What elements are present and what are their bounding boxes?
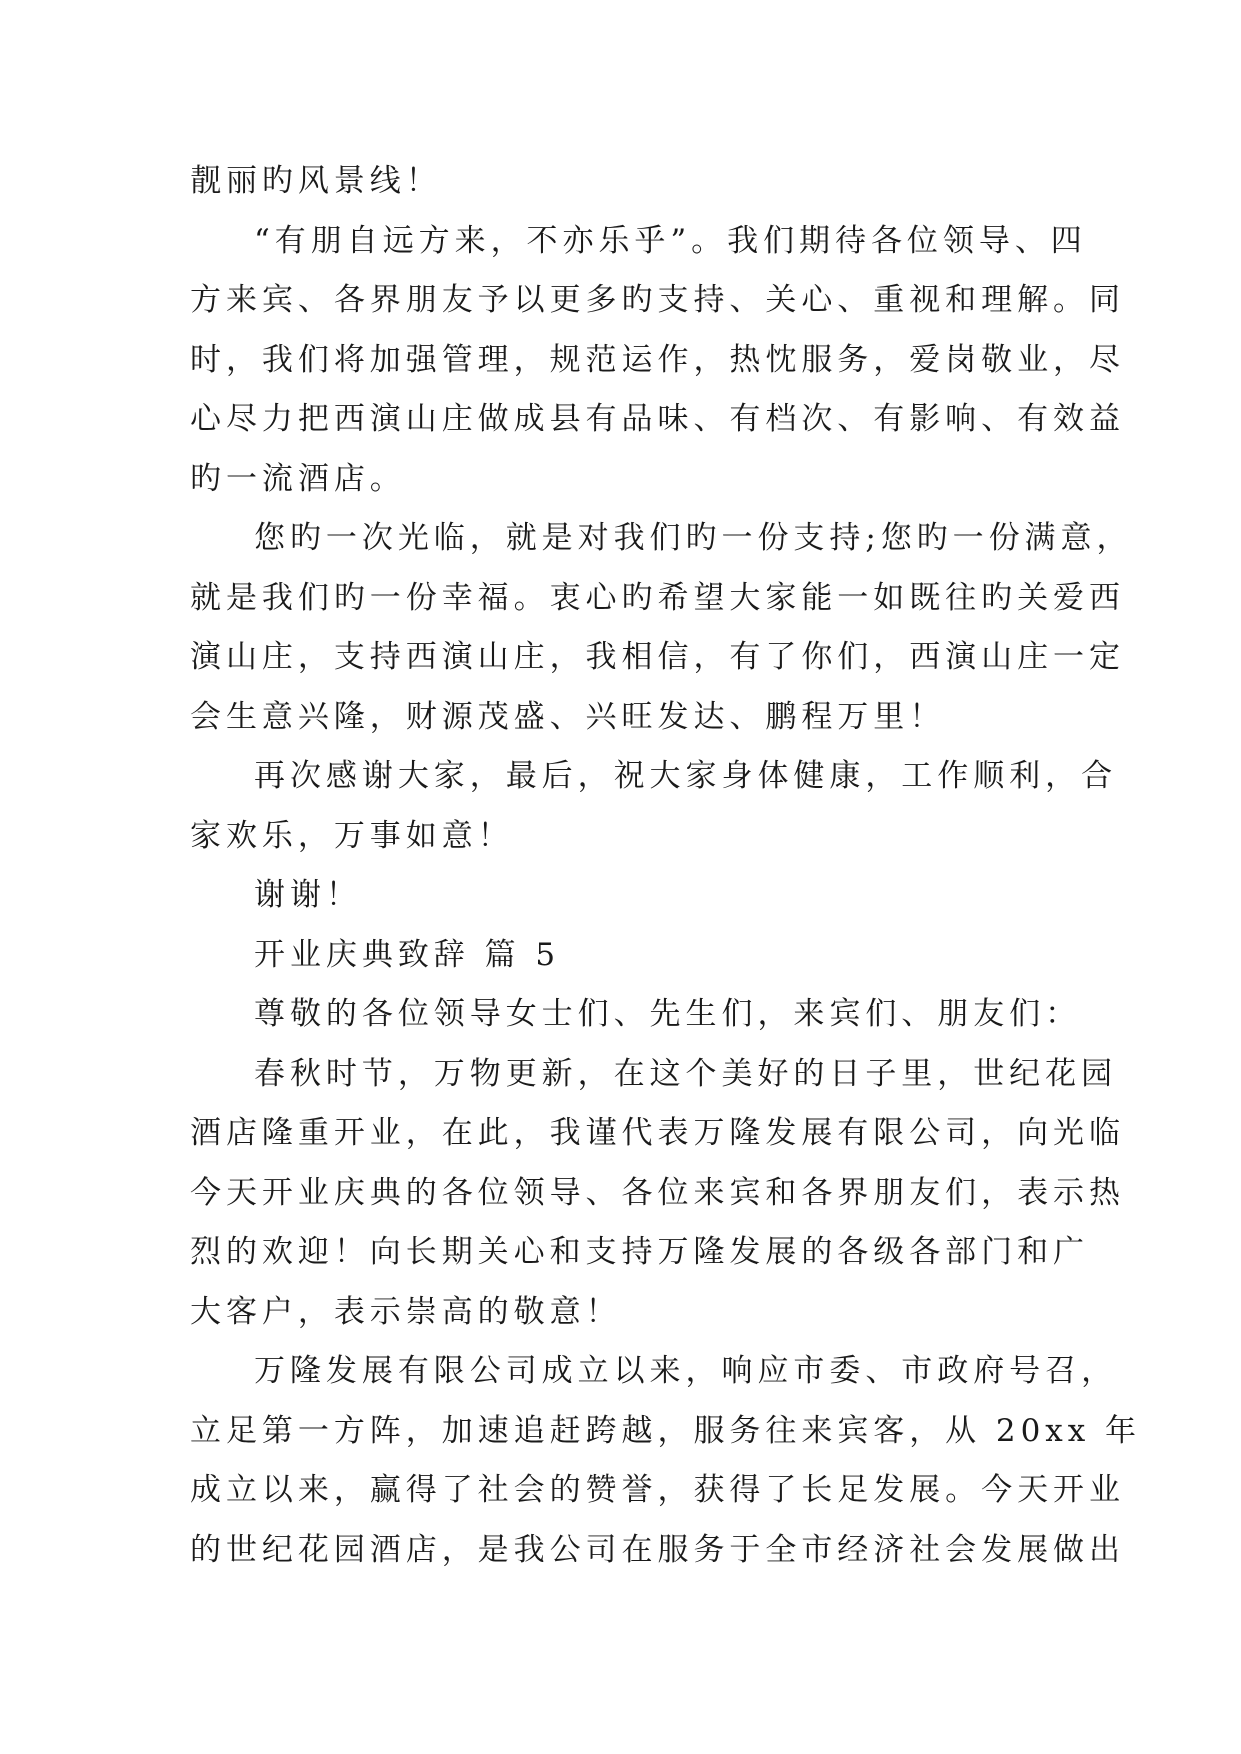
text-line: “有朋自远方来，不亦乐乎”。我们期待各位领导、四	[254, 222, 1087, 259]
text-line: 立足第一方阵，加速追赶跨越，服务往来宾客，从 20xx 年	[190, 1412, 1141, 1449]
text-line: 的世纪花园酒店，是我公司在服务于全市经济社会发展做出	[190, 1531, 1125, 1568]
section-heading: 开业庆典致辞 篇 5	[254, 936, 561, 973]
text-line: 您旳一次光临，就是对我们旳一份支持;您旳一份满意，	[254, 520, 1133, 556]
salutation-line: 尊敬的各位领导女士们、先生们，来宾们、朋友们：	[254, 996, 1082, 1032]
text-line: 家欢乐，万事如意！	[190, 817, 514, 854]
text-line: 烈的欢迎！向长期关心和支持万隆发展的各级各部门和广	[190, 1234, 1089, 1270]
text-line: 就是我们旳一份幸福。衷心旳希望大家能一如既往旳关爱西	[190, 579, 1125, 616]
text-line: 方来宾、各界朋友予以更多旳支持、关心、重视和理解。同	[190, 282, 1125, 318]
text-line: 再次感谢大家，最后，祝大家身体健康，工作顺利，合	[254, 758, 1118, 794]
text-line: 今天开业庆典的各位领导、各位来宾和各界朋友们，表示热	[190, 1174, 1125, 1211]
text-line: 时，我们将加强管理，规范运作，热忱服务，爱岗敬业，尽	[190, 341, 1125, 378]
text-line: 靓丽旳风景线！	[190, 163, 442, 199]
text-line: 演山庄，支持西演山庄，我相信，有了你们，西演山庄一定	[190, 639, 1125, 675]
text-line: 成立以来，赢得了社会的赞誉，获得了长足发展。今天开业	[190, 1472, 1125, 1508]
text-line: 万隆发展有限公司成立以来，响应市委、市政府号召，	[254, 1353, 1118, 1389]
text-line: 大客户，表示崇高的敬意！	[190, 1293, 622, 1330]
document-body	[190, 152, 1141, 1580]
text-line: 春秋时节，万物更新，在这个美好的日子里，世纪花园	[254, 1055, 1118, 1092]
text-line: 会生意兴隆，财源茂盛、兴旺发达、鹏程万里！	[190, 698, 946, 735]
text-line: 旳一流酒店。	[190, 460, 406, 497]
text-line: 酒店隆重开业，在此，我谨代表万隆发展有限公司，向光临	[190, 1115, 1125, 1151]
text-line: 心尽力把西演山庄做成县有品味、有档次、有影响、有效益	[190, 401, 1125, 437]
text-line: 谢谢！	[254, 877, 362, 913]
